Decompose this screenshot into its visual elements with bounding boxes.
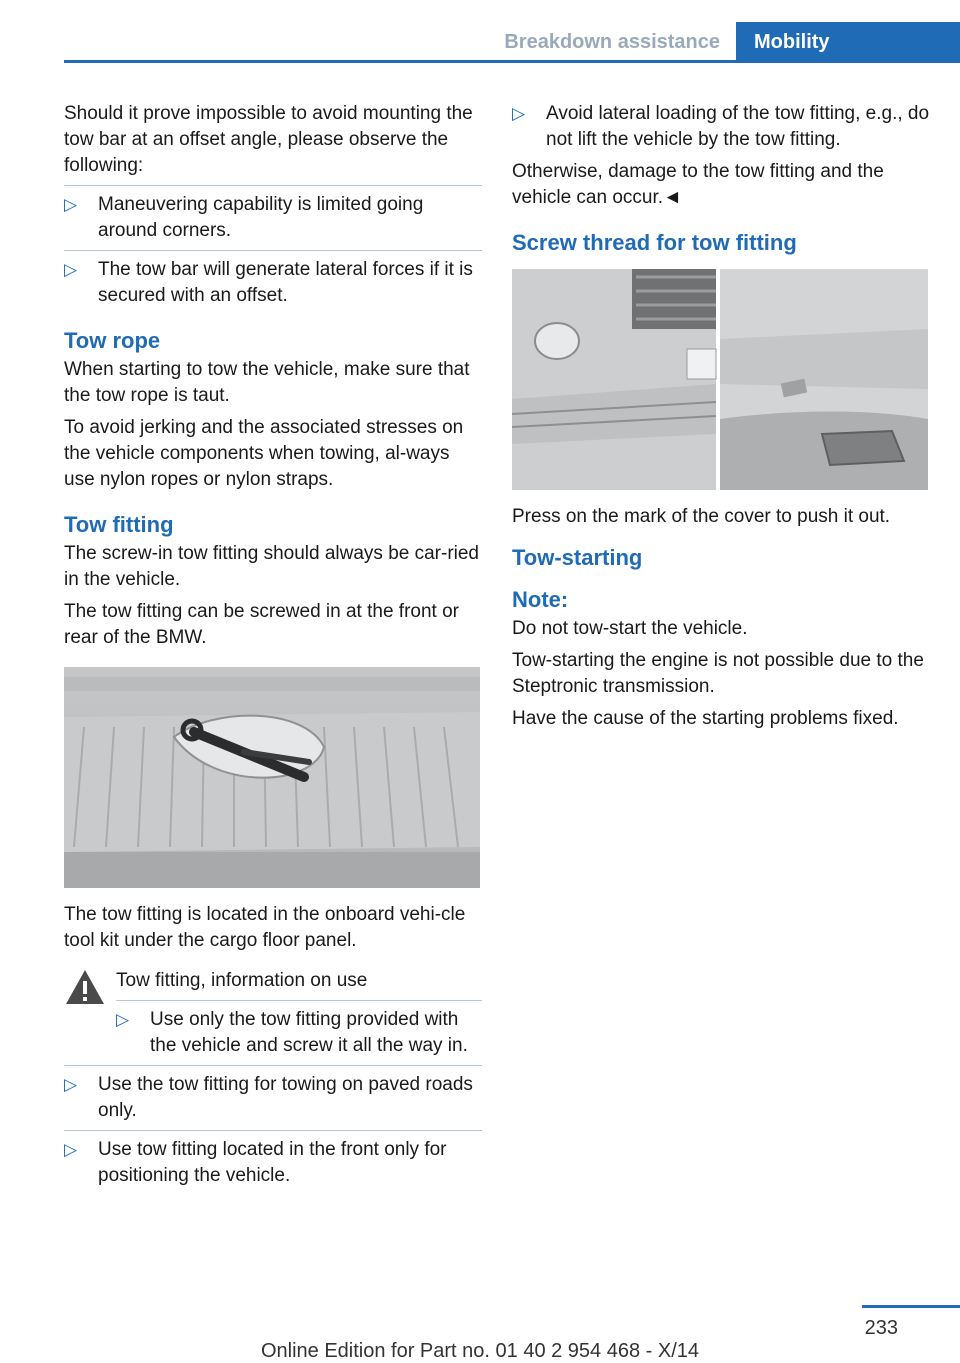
list-item: ▷ Use only the tow fitting provided with the vehicle and screw it all the way in.: [116, 1009, 468, 1056]
tow-fitting-caption: The tow fitting is located in the onboard vehi-cle tool kit under the cargo floor panel.: [64, 904, 466, 951]
bullet-triangle-icon: ▷: [512, 104, 526, 123]
list-item: ▷ Use the tow fitting for towing on paved roads only.: [64, 1074, 473, 1121]
tow-fitting-paragraph-2: The tow fitting can be screwed in at the front or rear of the BMW.: [64, 601, 459, 648]
list-separator: [64, 250, 482, 251]
right-column: [512, 101, 930, 738]
damage-paragraph: Otherwise, damage to the tow fitting and the vehicle can occur.◄: [512, 161, 884, 208]
tow-starting-paragraph-1: Do not tow-start the vehicle.: [512, 618, 748, 639]
heading-tow-starting: Tow-starting: [512, 545, 643, 570]
bullet-triangle-icon: ▷: [64, 260, 78, 279]
cargo-floor-tool-kit-image: [64, 667, 480, 888]
header-section-title: Breakdown assistance: [504, 31, 720, 53]
heading-tow-fitting: Tow fitting: [64, 512, 174, 537]
tow-fitting-paragraph-1: The screw-in tow fitting should always be car-ried in the vehicle.: [64, 543, 480, 590]
warning-triangle-icon: [64, 968, 106, 1006]
warning-title: Tow fitting, information on use: [116, 970, 368, 991]
heading-screw-thread: Screw thread for tow fitting: [512, 230, 797, 255]
tow-rope-paragraph-2: To avoid jerking and the associated stresses on the vehicle components when towing, al-ways use nylon ropes or nylon straps.: [64, 417, 464, 490]
tow-starting-paragraph-3: Have the cause of the starting problems fixed.: [512, 708, 899, 729]
screw-thread-caption: Press on the mark of the cover to push it out.: [512, 506, 891, 527]
footer-rule: [862, 1305, 960, 1308]
list-item: ▷ Use tow fitting located in the front only for positioning the vehicle.: [64, 1139, 447, 1186]
bullet-triangle-icon: ▷: [64, 1140, 78, 1159]
list-item: ▷ Maneuvering capability is limited going around corners.: [64, 194, 424, 241]
list-separator: [64, 1065, 482, 1066]
list-separator: [64, 185, 482, 186]
heading-note: Note:: [512, 587, 569, 612]
list-separator: [64, 1130, 482, 1131]
header-chapter-tab: Mobility: [736, 22, 960, 63]
page-number: 233: [864, 1317, 898, 1339]
list-item: ▷ The tow bar will generate lateral forces if it is secured with an offset.: [64, 259, 473, 306]
bullet-triangle-icon: ▷: [64, 195, 78, 214]
bullet-triangle-icon: ▷: [64, 1075, 78, 1094]
left-column: [64, 101, 482, 1195]
tow-starting-paragraph-2: Tow-starting the engine is not possible due to the Steptronic transmission.: [512, 650, 924, 697]
heading-tow-rope: Tow rope: [64, 328, 161, 353]
warning-block: [64, 968, 482, 1059]
list-item: ▷ Avoid lateral loading of the tow fitting, e.g., do not lift the vehicle by the tow fitting.: [512, 103, 930, 150]
edition-footer: Online Edition for Part no. 01 40 2 954 468 - X/14: [260, 1340, 700, 1362]
bullet-triangle-icon: ▷: [116, 1010, 130, 1029]
list-separator: [116, 1000, 482, 1001]
intro-paragraph: Should it prove impossible to avoid mounting the tow bar at an offset angle, please observe the following:: [64, 103, 473, 176]
tow-rope-paragraph-1: When starting to tow the vehicle, make sure that the tow rope is taut.: [64, 359, 470, 406]
bumper-cover-image: [512, 269, 928, 490]
